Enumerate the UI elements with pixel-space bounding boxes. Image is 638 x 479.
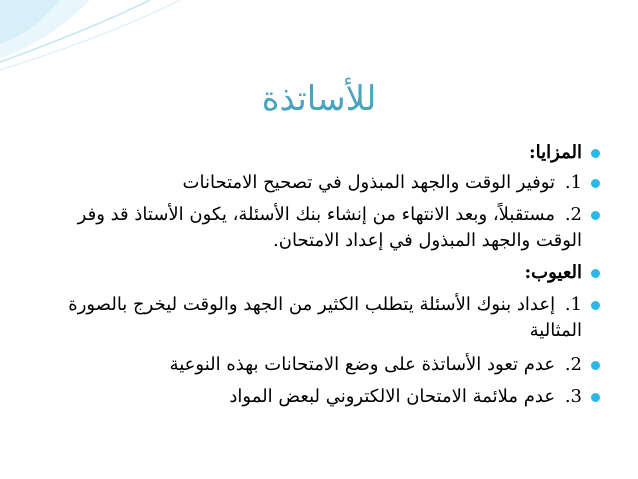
bullet-icon [591, 179, 600, 188]
item-number: 1. [564, 294, 582, 315]
advantage-item [30, 170, 600, 196]
bullet-icon [591, 269, 600, 278]
item-text: إعداد بنوك الأسئلة يتطلب الكثير من الجهد والوقت ليخرج بالصورة المثالية [68, 294, 582, 341]
item-text: عدم ملائمة الامتحان الالكتروني لبعض المواد [229, 386, 556, 407]
disadvantage-item [30, 292, 600, 344]
item-text: عدم تعود الأساتذة على وضع الامتحانات بهذه النوعية [169, 354, 556, 375]
disadvantage-item [30, 352, 600, 378]
advantages-heading [30, 140, 600, 166]
bullet-icon [591, 211, 600, 220]
heading-text: العيوب: [524, 262, 582, 283]
bullet-icon [591, 393, 600, 402]
disadvantage-item [30, 384, 600, 410]
disadvantages-heading [30, 260, 600, 286]
item-number: 3. [564, 386, 582, 407]
advantage-item [30, 202, 600, 254]
content-list [30, 140, 600, 410]
bullet-icon [591, 301, 600, 310]
item-number: 2. [564, 204, 582, 225]
item-text: توفير الوقت والجهد المبذول في تصحيح الامتحانات [182, 172, 556, 193]
item-number: 1. [564, 172, 582, 193]
bullet-icon [591, 361, 600, 370]
item-text: مستقبلاً، وبعد الانتهاء من إنشاء بنك الأسئلة، يكون الأستاذ قد وفر الوقت والجهد المبذول في إعداد الامتحان. [77, 204, 582, 251]
item-number: 2. [564, 354, 582, 375]
slide-title: للأساتذة [261, 79, 377, 119]
bullet-icon [591, 149, 600, 158]
heading-text: المزايا: [529, 142, 582, 163]
